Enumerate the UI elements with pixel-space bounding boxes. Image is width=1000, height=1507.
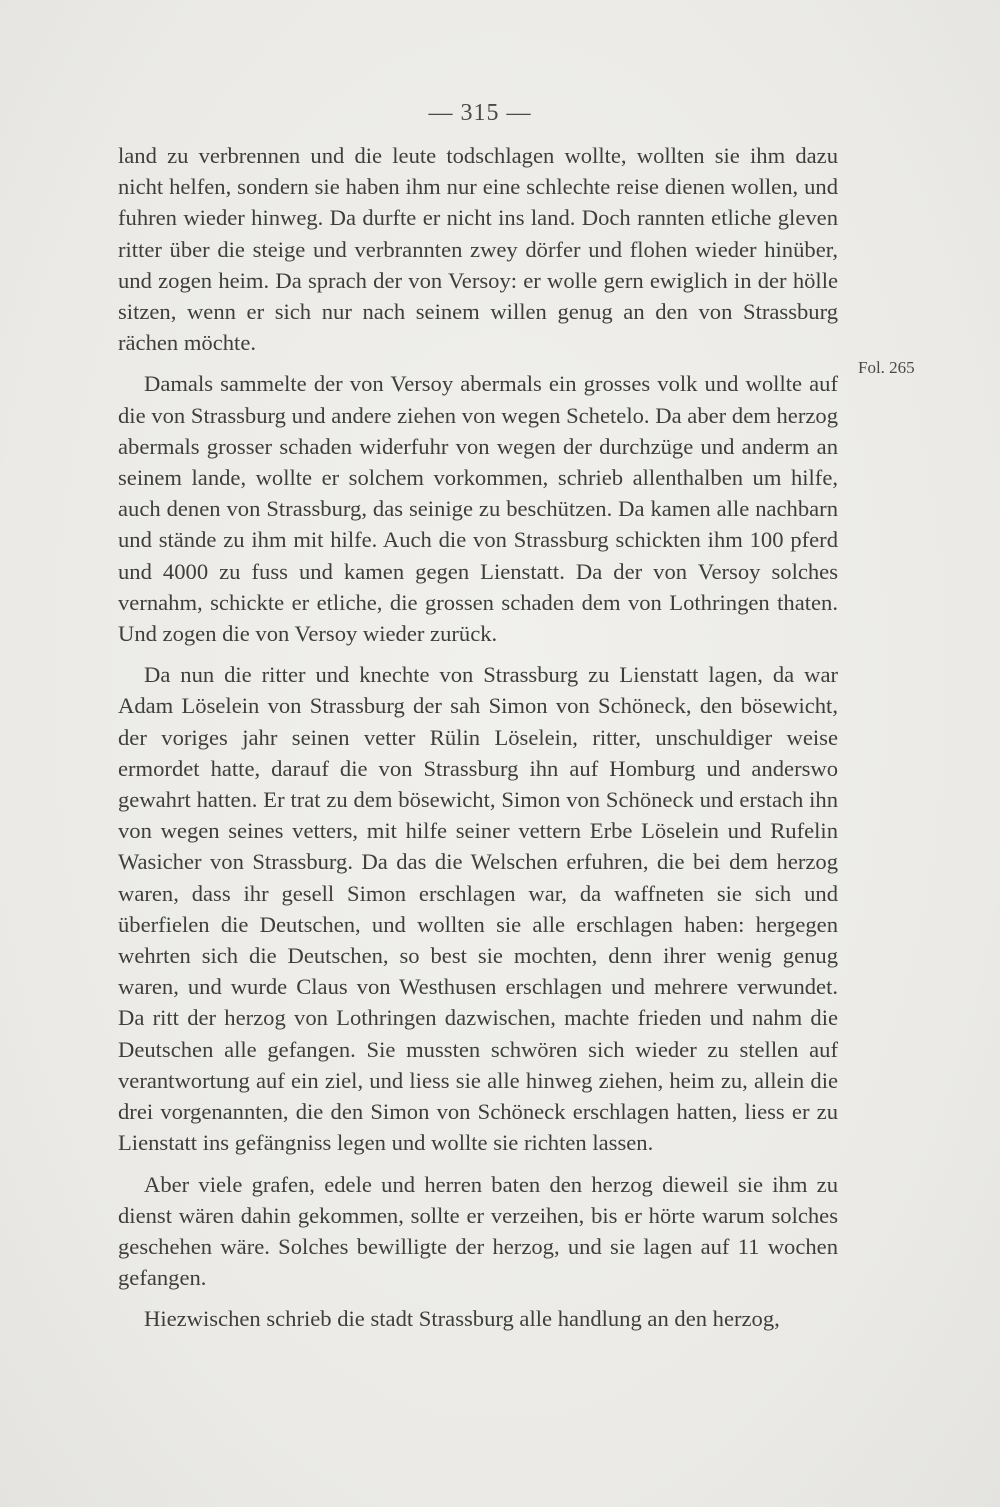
page-number: — 315 — xyxy=(428,100,532,126)
paragraph: Aber viele grafen, edele und herren baten den herzog dieweil sie ihm zu dienst wären dahin gekommen, sollte er verzeihen, bis er hörte warum solches geschehen wäre. Solches bewilligte der herzog, und sie lagen auf 11 wochen gefangen. xyxy=(118,1171,838,1291)
paragraph: land zu verbrennen und die leute todschlagen wollte, wollten sie ihm dazu nicht helfen, sondern sie haben ihm nur eine schlechte reise dienen wollen, und fuhren wieder hinweg. Da durfte er nicht ins land. Doch rannten etliche gleven ritter über die steige und verbrannten zwey dörfer und flohen wieder hinüber, und zogen heim. Da sprach der von Versoy: er wolle gern ewiglich in der hölle sitzen, wenn er sich nur nach seinem willen genug an den von Strassburg rächen möchte. xyxy=(118,143,838,356)
margin-note-folio: Fol. 265 xyxy=(858,358,915,377)
paragraph: Hiezwischen schrieb die stadt Strassburg alle handlung an den herzog, xyxy=(144,1306,780,1332)
paragraph: Da nun die ritter und knechte von Strassburg zu Lienstatt lagen, da war Adam Löselein von Strassburg der sah Simon von Schöneck, den bösewicht, der voriges jahr seinen vetter Rülin Löselein, ritter, unschuldiger weise ermordet hatte, darauf die von Strassburg ihn auf Homburg und anderswo gewahrt hatten. Er trat zu dem bösewicht, Simon von Schöneck und erstach ihn von wegen seines vetters, mit hilfe seiner vettern Erbe Löselein und Rufelin Wasicher von Strassburg. Da das die Welschen erfuhren, die bei dem herzog waren, dass ihr gesell Simon erschlagen war, da waffneten sie sich und überfielen die Deutschen, und wollten sie alle erschlagen haben: hergegen wehrten sich die Deutschen, so best sie mochten, denn ihrer wenig genug waren, und wurde Claus von Westhusen erschlagen und mehrere verwundet. Da ritt der herzog von Lothringen dazwischen, machte frieden und nahm die Deutschen alle gefangen. Sie mussten schwören sich wieder zu stellen auf verantwortung auf ein ziel, und liess sie alle hinweg ziehen, heim zu, allein die drei vorgenannten, die den Simon von Schöneck erschlagen hatten, liess er zu Lienstatt ins gefängniss legen und wollte sie richten lassen. xyxy=(118,662,838,1156)
body-text xyxy=(118,140,838,1345)
paragraph: Damals sammelte der von Versoy abermals ein grosses volk und wollte auf die von Strassburg und andere ziehen von wegen Schetelo. Da aber dem herzog abermals grosser schaden widerfuhr von wegen der durchzüge und anderm an seinem lande, wollte er solchem vorkommen, schrieb allenthalben um hilfe, auch denen von Strassburg, das seinige zu beschützen. Da kamen alle nachbarn und stände zu ihm mit hilfe. Auch die von Strassburg schickten ihm 100 pferd und 4000 zu fuss und kamen gegen Lienstatt. Da der von Versoy solches vernahm, schickte er etliche, die grossen schaden dem von Lothringen thaten. Und zogen die von Versoy wieder zurück. xyxy=(118,371,838,647)
